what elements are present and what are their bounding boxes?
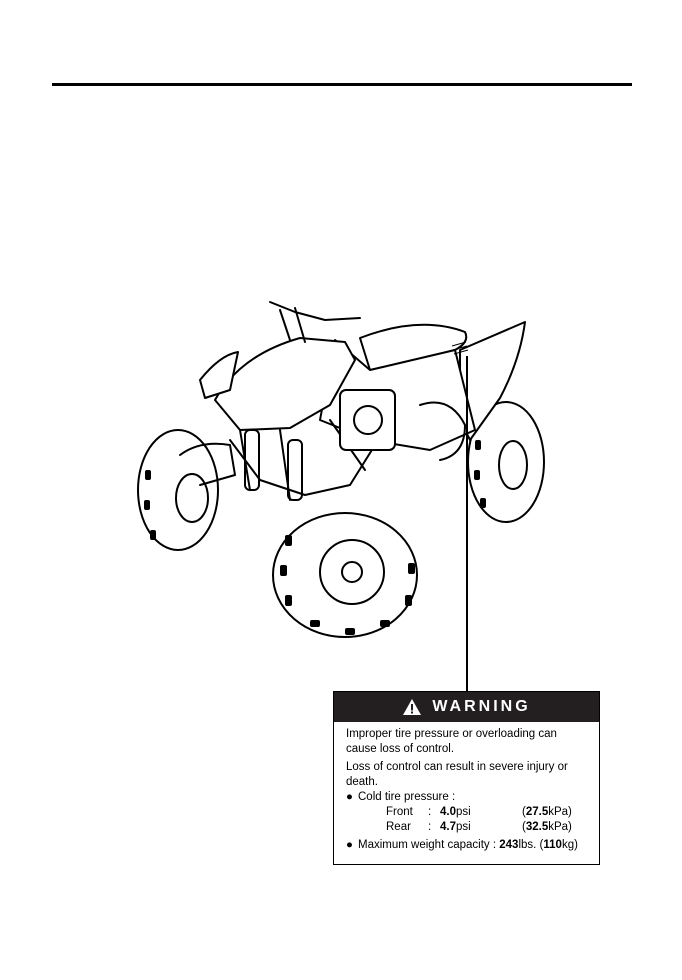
warning-header [334, 692, 599, 722]
cold-pressure-heading: ● Cold tire pressure : [346, 791, 456, 803]
bullet-dot-icon: ● [346, 839, 353, 851]
front-pressure-row: Front : 4.0psi (27.5kPa) [386, 806, 572, 818]
warning-line-1: Improper tire pressure or overloading can cause loss of control. [346, 728, 557, 755]
atv-illustration [120, 280, 560, 660]
rear-pressure-row: Rear : 4.7psi (32.5kPa) [386, 821, 572, 833]
warning-line-2: Loss of control can result in severe injury or death. [346, 761, 568, 788]
warning-title: WARNING [432, 698, 531, 715]
bullet-dot-icon: ● [346, 791, 353, 803]
tire-warning-label [333, 691, 600, 865]
warning-triangle-icon [402, 698, 422, 716]
header-rule [52, 83, 632, 86]
leader-line [466, 356, 468, 692]
max-weight-line: ● Maximum weight capacity : 243lbs. (110kg) [346, 839, 578, 851]
warning-body [334, 722, 599, 853]
